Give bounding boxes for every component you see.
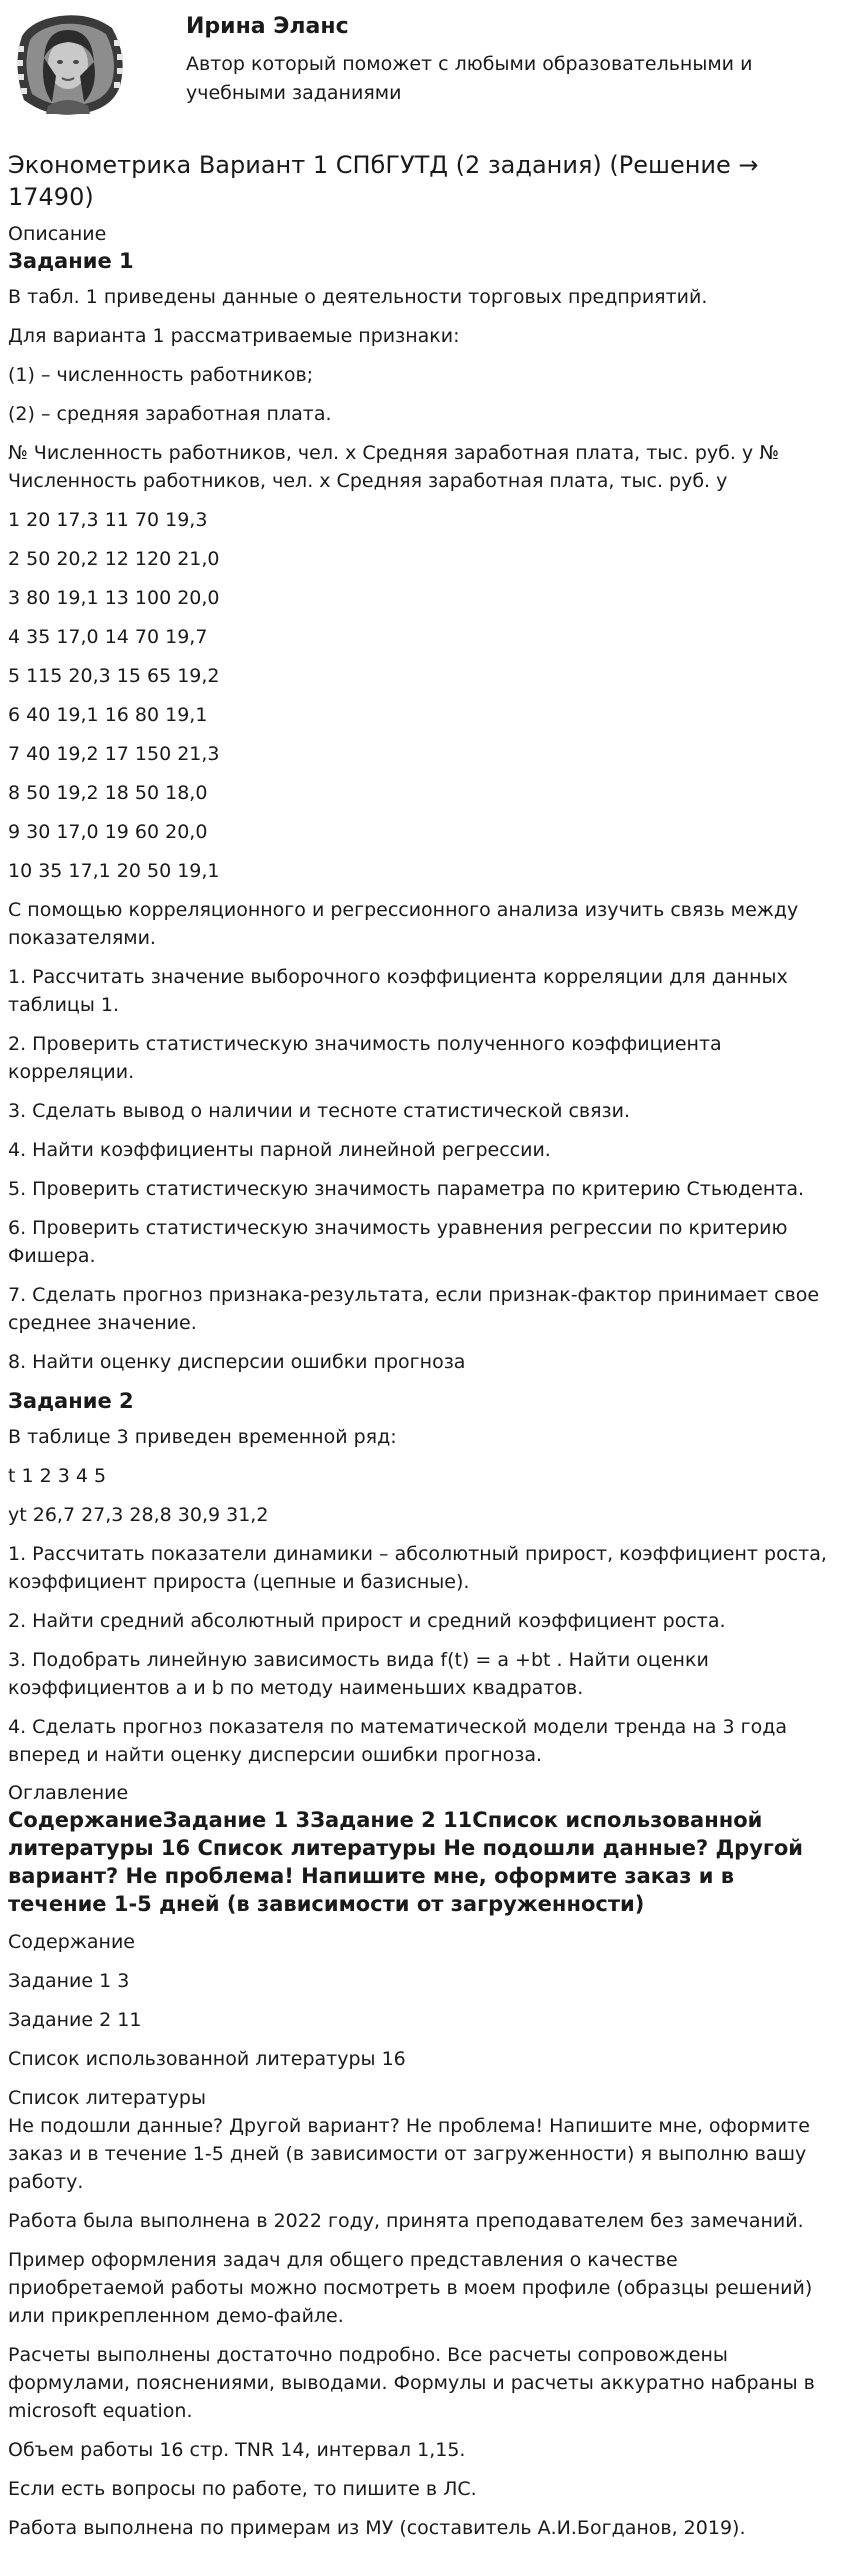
table-header-text: № Численность работников, чел. x Средняя заработная плата, тыс. руб. y № Численность работников, чел. x Средняя заработная плата, тыс. руб. y	[8, 442, 779, 492]
work-title: Эконометрика Вариант 1 СПбГУТД (2 задания) (Решение → 17490)	[8, 151, 759, 211]
table-row-text: 6 40 19,1 16 80 19,1	[8, 704, 208, 726]
task-2-body	[8, 1423, 838, 1769]
literature-label: Список литературы	[8, 2087, 206, 2109]
series-row-text: t 1 2 3 4 5	[8, 1465, 107, 1487]
table-row-text: 4 35 17,0 14 70 19,7	[8, 626, 208, 648]
table-row-text: 10 35 17,1 20 50 19,1	[8, 860, 220, 882]
paragraph: Не подошли данные? Другой вариант? Не проблема! Напишите мне, оформите заказ и в течение 1-5 дней (в зависимости от загруженности) я выполню вашу работу.	[8, 2115, 810, 2193]
series-row-text: yt 26,7 27,3 28,8 30,9 31,2	[8, 1504, 269, 1526]
paragraph: Работа была выполнена в 2022 году, принята преподавателем без замечаний.	[8, 2210, 804, 2232]
toc-summary: СодержаниеЗадание 1 3Задание 2 11Список использованной литературы 16 Список литературы Не подошли данные? Другой вариант? Не проблема! Напишите мне, оформите заказ и в течение 1-5 дней (в зависимости от загруженности)	[8, 1808, 803, 1916]
table-row-text: 1 20 17,3 11 70 19,3	[8, 509, 208, 531]
table-row-text: 7 40 19,2 17 150 21,3	[8, 743, 220, 765]
question-item: 4. Найти коэффициенты парной линейной регрессии.	[8, 1139, 551, 1161]
paragraph: С помощью корреляционного и регрессионного анализа изучить связь между показателями.	[8, 899, 799, 949]
paragraph: (2) – средняя заработная плата.	[8, 403, 332, 425]
author-name[interactable]: Ирина Эланс	[186, 14, 349, 39]
paragraph: Пример оформления задач для общего представления о качестве приобретаемой работы можно посмотреть в моем профиле (образцы решений) или прикрепленном демо-файле.	[8, 2249, 813, 2327]
paragraph: В табл. 1 приведены данные о деятельности торговых предприятий.	[8, 286, 708, 308]
author-card[interactable]	[8, 0, 838, 135]
toc-item: Список использованной литературы 16	[8, 2048, 406, 2070]
paragraph: Расчеты выполнены достаточно подробно. Все расчеты сопровождены формулами, пояснениями, выводами. Формулы и расчеты аккуратно набраны в microsoft equation.	[8, 2344, 815, 2422]
question-item: 3. Подобрать линейную зависимость вида f(t) = a +bt . Найти оценки коэффициентов a и b по методу наименьших квадратов.	[8, 1649, 709, 1699]
author-avatar[interactable]	[8, 6, 128, 126]
question-item: 5. Проверить статистическую значимость параметра по критерию Стьюдента.	[8, 1178, 805, 1200]
question-item: 1. Рассчитать значение выборочного коэффициента корреляции для данных таблицы 1.	[8, 966, 788, 1016]
paragraph: Объем работы 16 стр. TNR 14, интервал 1,15.	[8, 2439, 466, 2461]
question-item: 7. Сделать прогноз признака-результата, если признак-фактор принимает свое среднее значение.	[8, 1284, 820, 1334]
table-row-text: 8 50 19,2 18 50 18,0	[8, 782, 208, 804]
toc-list	[8, 1928, 838, 2073]
description-label: Описание	[8, 223, 107, 245]
task-2-heading: Задание 2	[8, 1389, 134, 1413]
question-item: 3. Сделать вывод о наличии и тесноте статистической связи.	[8, 1100, 631, 1122]
toc-item: Содержание	[8, 1931, 135, 1953]
question-item: 8. Найти оценку дисперсии ошибки прогноза	[8, 1351, 466, 1373]
question-item: 6. Проверить статистическую значимость уравнения регрессии по критерию Фишера.	[8, 1217, 788, 1267]
table-row-text: 2 50 20,2 12 120 21,0	[8, 548, 220, 570]
table-row-text: 5 115 20,3 15 65 19,2	[8, 665, 220, 687]
task-1-heading: Задание 1	[8, 249, 134, 273]
task-1-body	[8, 283, 838, 1376]
paragraph: В таблице 3 приведен временной ряд:	[8, 1426, 397, 1448]
paragraph: Работа выполнена по примерам из МУ (составитель А.И.Богданов, 2019).	[8, 2517, 746, 2539]
author-description: Автор который поможет с любыми образовательными и учебными заданиями	[186, 53, 753, 104]
question-item: 1. Рассчитать показатели динамики – абсолютный прирост, коэффициент роста, коэффициент прироста (цепные и базисные).	[8, 1543, 827, 1593]
page	[8, 0, 838, 2553]
table-row-text: 9 30 17,0 19 60 20,0	[8, 821, 208, 843]
paragraph: Для варианта 1 рассматриваемые признаки:	[8, 325, 460, 347]
question-item: 2. Найти средний абсолютный прирост и средний коэффициент роста.	[8, 1610, 726, 1632]
table-row-text: 3 80 19,1 13 100 20,0	[8, 587, 220, 609]
toc-label: Оглавление	[8, 1782, 129, 1804]
paragraph: (1) – численность работников;	[8, 364, 314, 386]
footer-body	[8, 2112, 838, 2542]
toc-item: Задание 1 3	[8, 1970, 130, 1992]
paragraph: Если есть вопросы по работе, то пишите в ЛС.	[8, 2478, 477, 2500]
toc-item: Задание 2 11	[8, 2009, 142, 2031]
question-item: 2. Проверить статистическую значимость полученного коэффициента корреляции.	[8, 1033, 722, 1083]
question-item: 4. Сделать прогноз показателя по математической модели тренда на 3 года вперед и найти оценку дисперсии ошибки прогноза.	[8, 1716, 787, 1766]
